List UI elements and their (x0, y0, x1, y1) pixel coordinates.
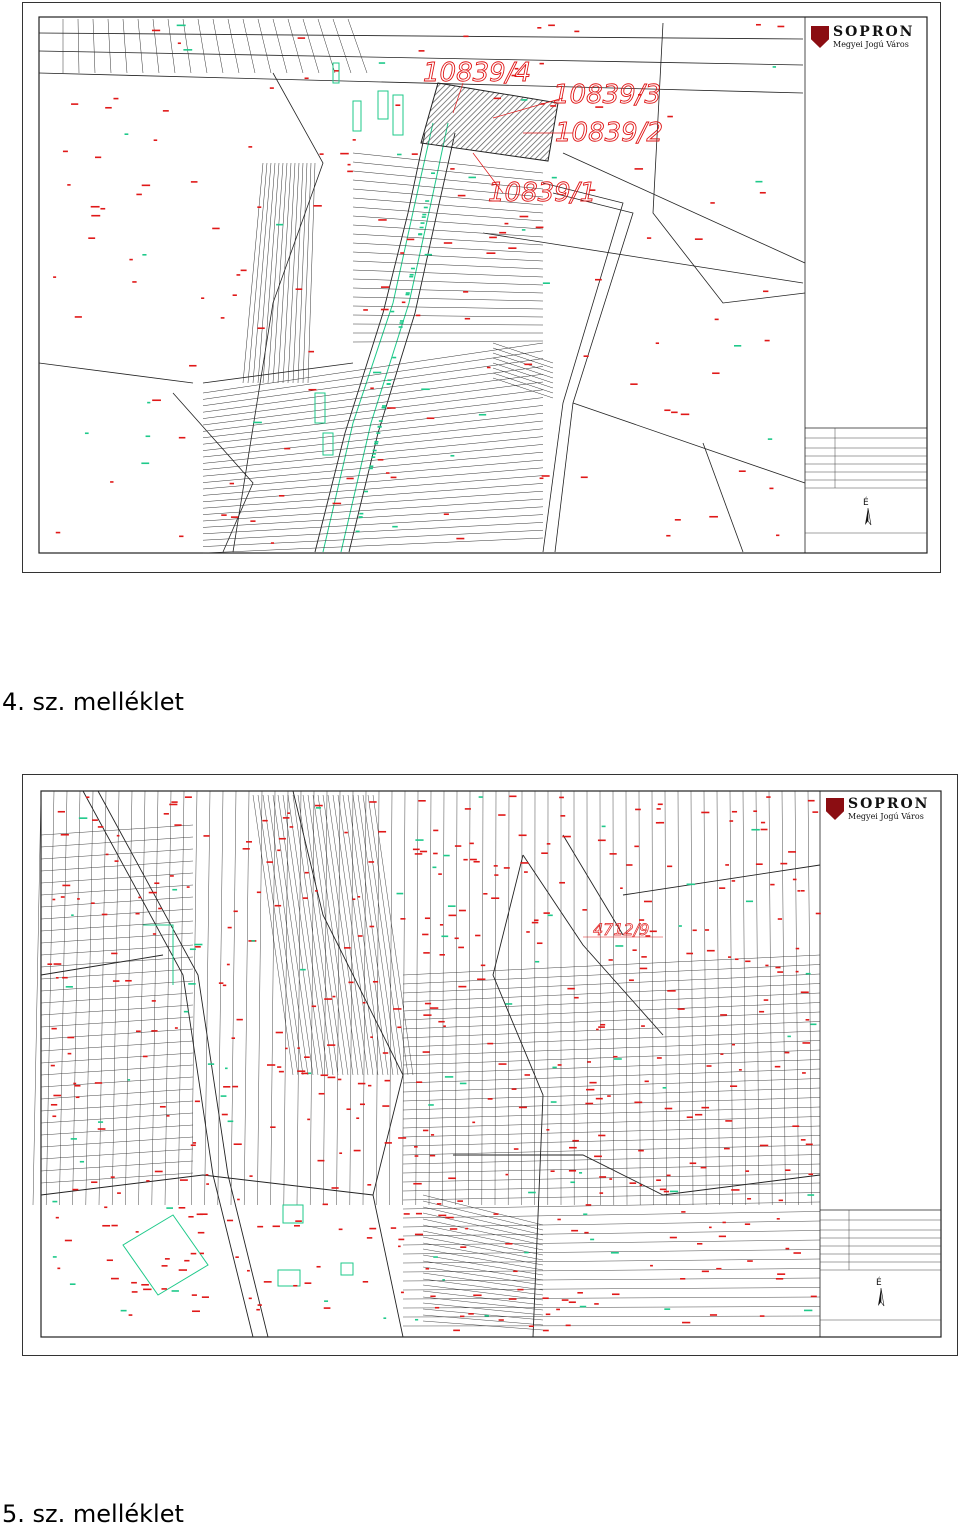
city-logo (811, 25, 914, 49)
north-label: É (863, 498, 869, 508)
logo-subtitle: Megyei Jogú Város (848, 812, 924, 821)
map-sheet-2 (22, 774, 958, 1356)
map-sheet-1 (22, 2, 941, 573)
parcel-label: 10839/1 (488, 178, 597, 208)
parcel-label: 10839/3 (553, 80, 662, 110)
cadastral-map-2 (23, 775, 957, 1355)
parcel-label: 4712/9 (593, 920, 650, 939)
cadastral-map-1 (23, 3, 940, 572)
logo-title: SOPRON (848, 796, 930, 812)
caption-2: 5. sz. melléklet (2, 1500, 184, 1528)
north-arrow-icon (878, 1288, 884, 1306)
coat-of-arms-icon (826, 798, 844, 820)
caption-1: 4. sz. melléklet (2, 688, 184, 716)
logo-title: SOPRON (833, 24, 915, 40)
city-logo (826, 797, 929, 821)
north-label: É (876, 1278, 882, 1288)
coat-of-arms-icon (811, 26, 829, 48)
highlighted-parcel (421, 83, 558, 161)
logo-subtitle: Megyei Jogú Város (833, 40, 909, 49)
north-arrow-icon (865, 508, 871, 525)
parcel-label: 10839/4 (423, 58, 532, 88)
parcel-label: 10839/2 (555, 118, 664, 148)
